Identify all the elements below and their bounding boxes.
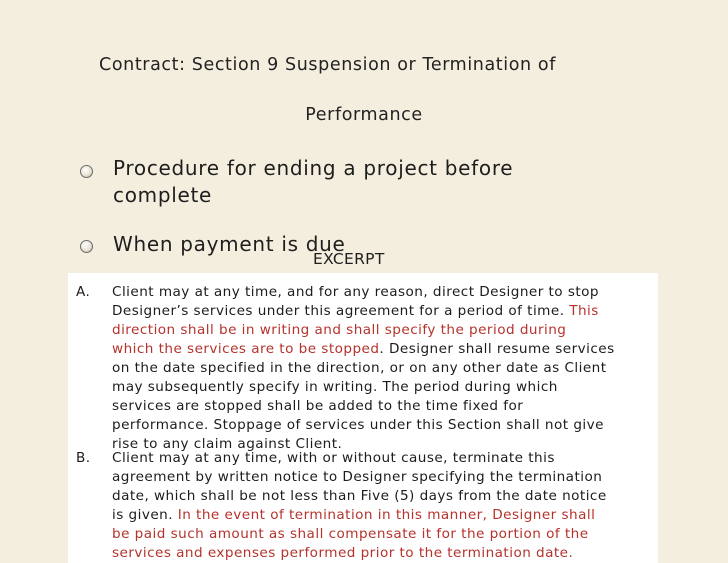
clause-text-segment: date, which shall be not less than Five (5) days from the date notice xyxy=(112,488,607,504)
clause-text-segment: Client may at any time, and for any reason, direct Designer to stop xyxy=(112,284,599,300)
clause-line xyxy=(112,449,672,468)
clause-line xyxy=(112,359,672,378)
clause-letter: A. xyxy=(76,284,91,300)
bullet-line: complete xyxy=(113,183,213,207)
bullet-payment xyxy=(113,231,673,258)
clause-text-segment: services are stopped shall be added to the time fixed for xyxy=(112,398,524,414)
clause-line xyxy=(112,506,672,525)
clause-line xyxy=(112,302,672,321)
bullet-circle-icon xyxy=(80,240,93,253)
clause-text-segment: rise to any claim against Client. xyxy=(112,436,343,452)
clause-line xyxy=(112,397,672,416)
clause-text-segment: . Designer shall resume services xyxy=(379,341,615,357)
slide-title-line-1: Contract: Section 9 Suspension or Termination of xyxy=(99,55,556,75)
clause-line xyxy=(112,378,672,397)
clause-line xyxy=(112,468,672,487)
highlighted-text: be paid such amount as shall compensate it for the portion of the xyxy=(112,526,589,542)
highlighted-text: services and expenses performed prior to the termination date. xyxy=(112,545,574,561)
highlighted-text: direction shall be in writing and shall specify the period during xyxy=(112,322,567,338)
clause-text-segment: is given. xyxy=(112,507,178,523)
clause-line xyxy=(112,487,672,506)
clause-line xyxy=(112,416,672,435)
clause-text-segment: Designer’s services under this agreement for a period of time. xyxy=(112,303,570,319)
bullet-line: When payment is due xyxy=(113,232,346,256)
highlighted-text: In the event of termination in this manner, Designer shall xyxy=(177,507,596,523)
highlighted-text: which the services are to be stopped xyxy=(112,341,380,357)
bullet-procedure xyxy=(113,155,673,209)
clause-text-segment: performance. Stoppage of services under this Section shall not give xyxy=(112,417,604,433)
clause-text xyxy=(112,283,672,454)
bullet-line: Procedure for ending a project before xyxy=(113,156,514,180)
clause-text-segment: Client may at any time, with or without cause, terminate this xyxy=(112,450,555,466)
clause-text-segment: on the date specified in the direction, or on any other date as Client xyxy=(112,360,607,376)
excerpt-label: EXCERPT xyxy=(313,250,385,268)
highlighted-text: This xyxy=(569,303,599,319)
clause-text-segment: agreement by written notice to Designer specifying the termination xyxy=(112,469,603,485)
clause-text-segment: may subsequently specify in writing. The period during which xyxy=(112,379,558,395)
clause-line xyxy=(112,283,672,302)
clause-line xyxy=(112,544,672,563)
clause-line xyxy=(112,340,672,359)
clause-text xyxy=(112,449,672,563)
clause-letter: B. xyxy=(76,450,91,466)
clause-line xyxy=(112,321,672,340)
clause-line xyxy=(112,525,672,544)
slide-title-line-2: Performance xyxy=(305,105,423,125)
bullet-circle-icon xyxy=(80,165,93,178)
